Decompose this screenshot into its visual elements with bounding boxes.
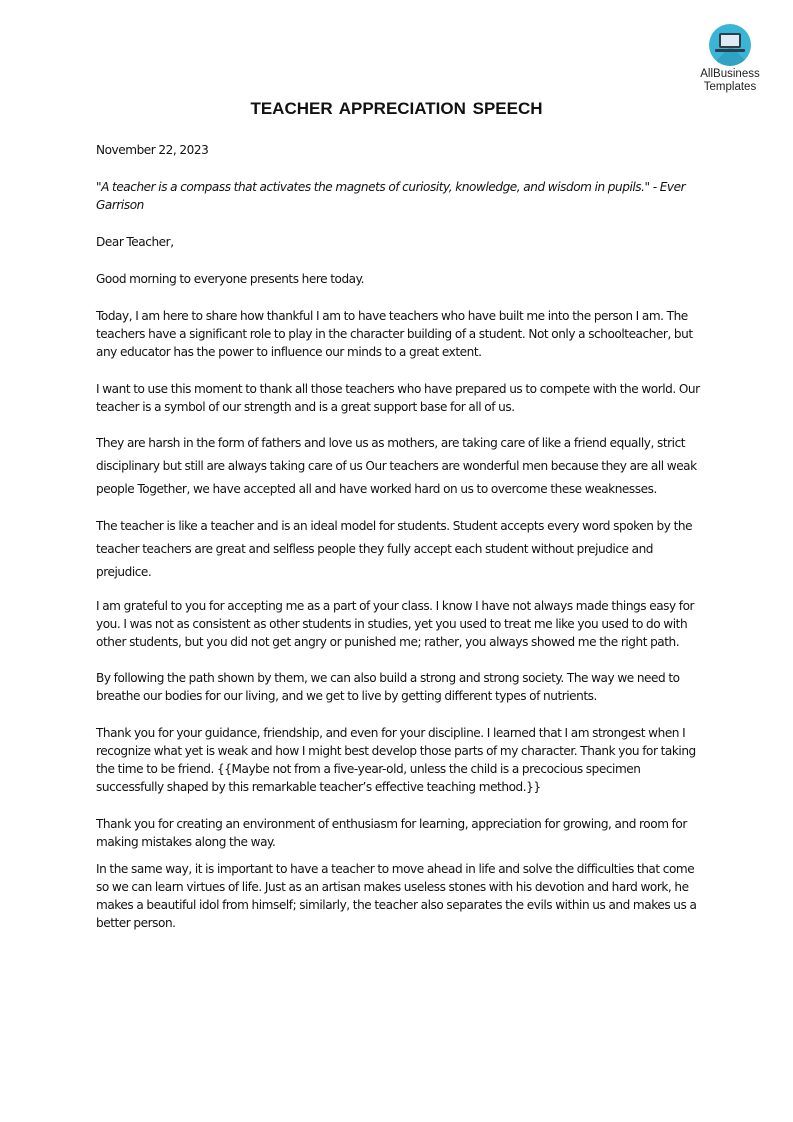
paragraph: By following the path shown by them, we can also build a strong and strong society. The way we need to breathe our bodies for our living, and we get to live by getting different types of nutrients. [96, 671, 680, 703]
allbusiness-templates-logo [695, 24, 765, 94]
laptop-icon [709, 24, 751, 66]
paragraph: The teacher is like a teacher and is an ideal model for students. Student accepts every word spoken by the teacher teachers are great and selfless people they fully accept each student without prejudice and prejudice. [96, 519, 693, 579]
document-title: TEACHER APPRECIATION SPEECH [250, 99, 543, 118]
paragraph: I want to use this moment to thank all those teachers who have prepared us to compete with the world. Our teacher is a symbol of our strength and is a great support base for all of us. [96, 382, 700, 414]
logo-text [695, 68, 765, 94]
paragraph: Thank you for creating an environment of enthusiasm for learning, appreciation for growing, and room for making mistakes along the way. [96, 817, 687, 849]
document-body [96, 141, 706, 932]
paragraph: I am grateful to you for accepting me as a part of your class. I know I have not always made things easy for you. I was not as consistent as other students in studies, yet you used to treat me like you used to do with other students, but you did not get angry or punished me; rather, you always showed me the right path. [96, 599, 695, 649]
paragraph: Thank you for your guidance, friendship, and even for your discipline. I learned that I am strongest when I recognize what yet is weak and how I might best develop those parts of my character. Thank you for taking the time to be friend. {{Maybe not from a five-year-old, unless the child is a precocious specimen successfully shaped by this remarkable teacher’s effective teaching method.}} [96, 726, 696, 794]
logo-line-2: Templates [703, 81, 757, 93]
paragraph: Today, I am here to share how thankful I am to have teachers who have built me into the person I am. The teachers have a significant role to play in the character building of a student. Not only a schoolteacher, but any educator has the power to influence our minds to a great extent. [96, 309, 693, 359]
paragraph: In the same way, it is important to have a teacher to move ahead in life and solve the difficulties that come so we can learn virtues of life. Just as an artisan makes useless stones with his devotion and hard work, he makes a beautiful idol from himself; similarly, the teacher also separates the evils within us and makes us a better person. [96, 862, 697, 930]
salutation: Dear Teacher, [96, 235, 174, 249]
date: November 22, 2023 [96, 143, 209, 157]
quote: "A teacher is a compass that activates the magnets of curiosity, knowledge, and wisdom in pupils." - Ever Garrison [96, 180, 686, 212]
logo-line-1: AllBusiness [700, 68, 760, 80]
paragraph: They are harsh in the form of fathers and love us as mothers, are taking care of like a friend equally, strict disciplinary but still are always taking care of us Our teachers are wonderful men because they are all weak people Together, we have accepted all and have worked hard on us to overcome these weaknesses. [96, 436, 697, 496]
paragraph: Good morning to everyone presents here today. [96, 272, 365, 286]
